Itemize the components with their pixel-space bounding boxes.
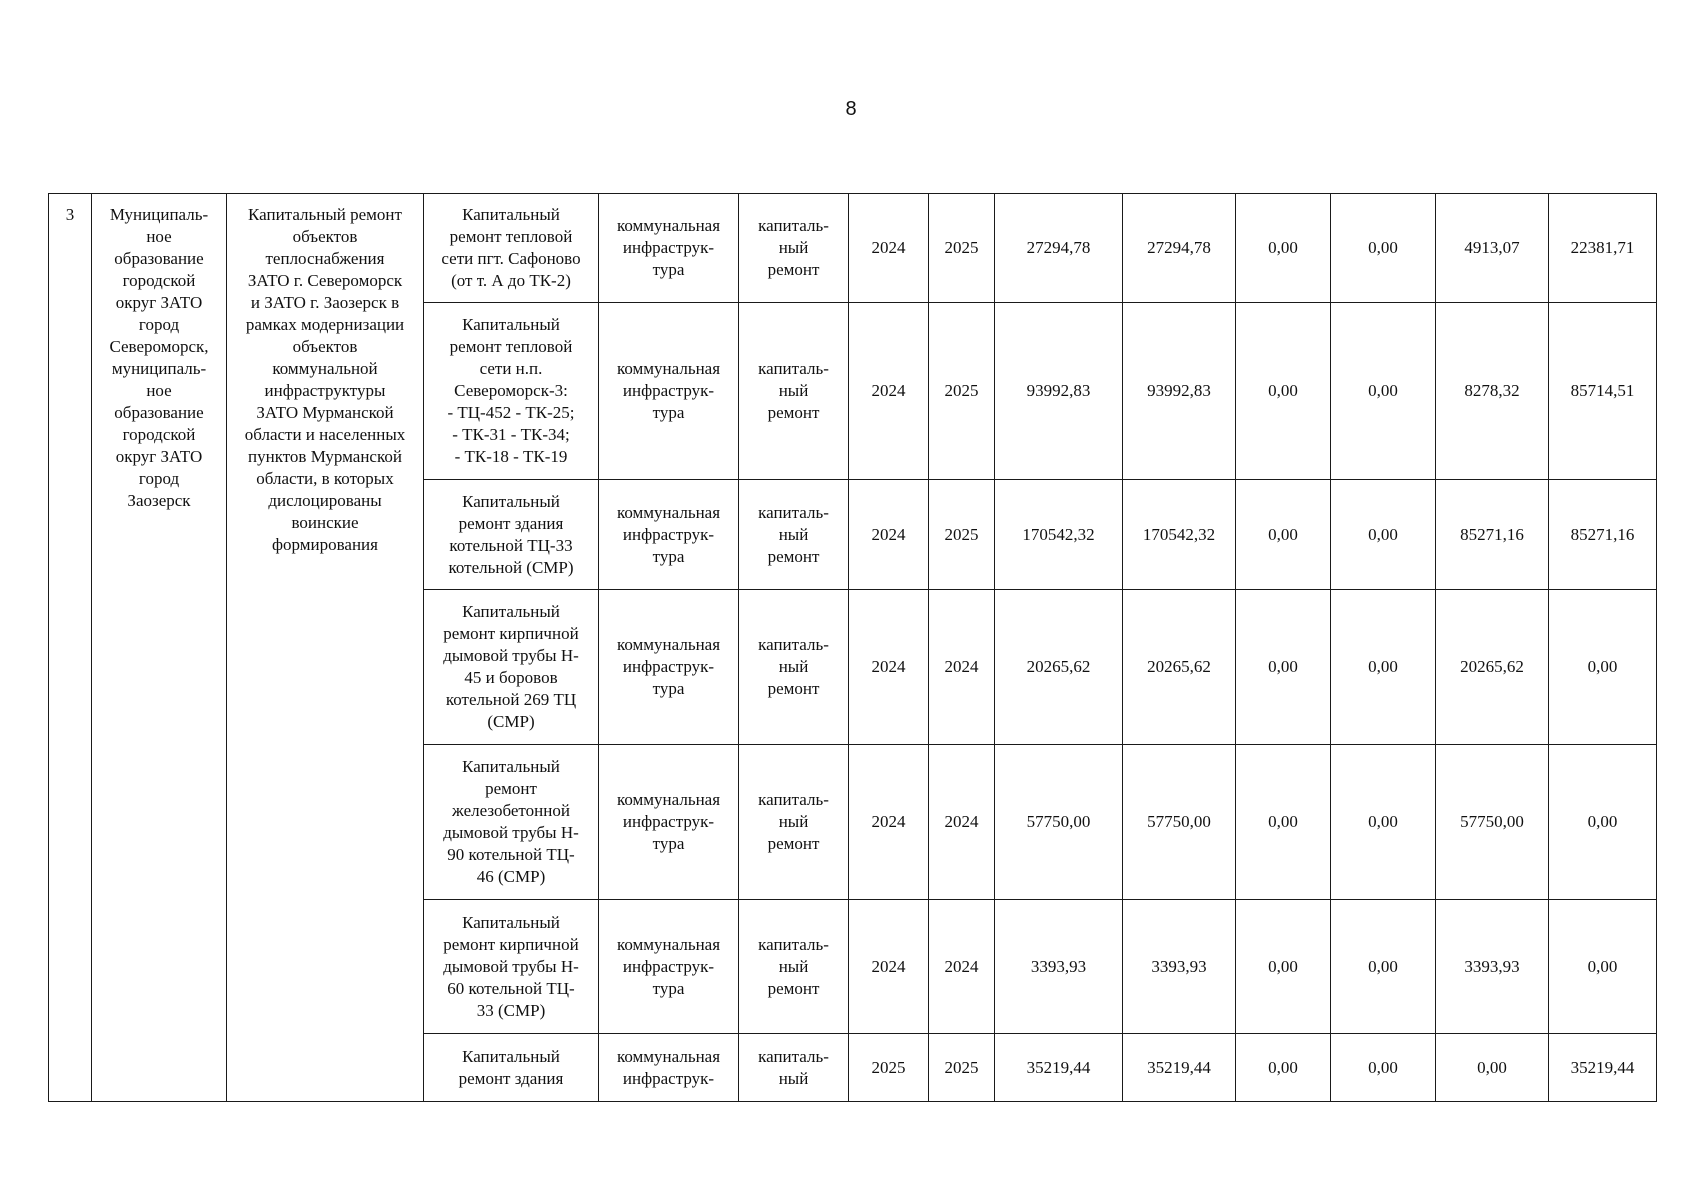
total-2-cell: 20265,62 xyxy=(1123,590,1236,745)
end-year-cell: 2025 xyxy=(929,1034,995,1102)
value-2-cell: 0,00 xyxy=(1331,480,1436,590)
end-year-cell: 2025 xyxy=(929,303,995,480)
work-type-cell: капиталь- ный ремонт xyxy=(739,590,849,745)
value-2-cell: 0,00 xyxy=(1331,1034,1436,1102)
value-2-cell: 0,00 xyxy=(1331,194,1436,303)
start-year-cell: 2024 xyxy=(849,480,929,590)
object-cell: Капитальный ремонт здания котельной ТЦ-33 котельной (СМР) xyxy=(424,480,599,590)
row-index-cell: 3 xyxy=(49,194,92,1102)
total-2-cell: 35219,44 xyxy=(1123,1034,1236,1102)
total-cell: 20265,62 xyxy=(995,590,1123,745)
sphere-cell: коммунальная инфраструк- тура xyxy=(599,590,739,745)
value-3-cell: 20265,62 xyxy=(1436,590,1549,745)
value-1-cell: 0,00 xyxy=(1236,1034,1331,1102)
total-cell: 35219,44 xyxy=(995,1034,1123,1102)
total-cell: 3393,93 xyxy=(995,900,1123,1034)
sphere-cell: коммунальная инфраструк- тура xyxy=(599,480,739,590)
sphere-cell: коммунальная инфраструк- тура xyxy=(599,900,739,1034)
object-cell: Капитальный ремонт тепловой сети н.п. Североморск-3: - ТЦ-452 - ТК-25; - ТК-31 - ТК-34; - ТК-18 - ТК-19 xyxy=(424,303,599,480)
object-cell: Капитальный ремонт кирпичной дымовой трубы Н- 60 котельной ТЦ- 33 (СМР) xyxy=(424,900,599,1034)
value-1-cell: 0,00 xyxy=(1236,745,1331,900)
start-year-cell: 2025 xyxy=(849,1034,929,1102)
end-year-cell: 2025 xyxy=(929,480,995,590)
total-2-cell: 57750,00 xyxy=(1123,745,1236,900)
value-2-cell: 0,00 xyxy=(1331,900,1436,1034)
start-year-cell: 2024 xyxy=(849,590,929,745)
work-type-cell: капиталь- ный xyxy=(739,1034,849,1102)
sphere-cell: коммунальная инфраструк- тура xyxy=(599,194,739,303)
value-4-cell: 0,00 xyxy=(1549,590,1657,745)
value-3-cell: 4913,07 xyxy=(1436,194,1549,303)
value-3-cell: 57750,00 xyxy=(1436,745,1549,900)
value-4-cell: 0,00 xyxy=(1549,745,1657,900)
value-3-cell: 3393,93 xyxy=(1436,900,1549,1034)
value-3-cell: 85271,16 xyxy=(1436,480,1549,590)
program-table xyxy=(48,193,1657,1102)
sphere-cell: коммунальная инфраструк- xyxy=(599,1034,739,1102)
start-year-cell: 2024 xyxy=(849,303,929,480)
total-cell: 27294,78 xyxy=(995,194,1123,303)
total-2-cell: 170542,32 xyxy=(1123,480,1236,590)
total-2-cell: 27294,78 xyxy=(1123,194,1236,303)
page-number: 8 xyxy=(845,98,857,120)
value-4-cell: 0,00 xyxy=(1549,900,1657,1034)
work-type-cell: капиталь- ный ремонт xyxy=(739,303,849,480)
object-cell: Капитальный ремонт тепловой сети пгт. Сафоново (от т. А до ТК-2) xyxy=(424,194,599,303)
table-row xyxy=(49,194,1657,303)
end-year-cell: 2024 xyxy=(929,900,995,1034)
work-type-cell: капиталь- ный ремонт xyxy=(739,900,849,1034)
value-4-cell: 22381,71 xyxy=(1549,194,1657,303)
total-2-cell: 93992,83 xyxy=(1123,303,1236,480)
value-2-cell: 0,00 xyxy=(1331,590,1436,745)
value-4-cell: 35219,44 xyxy=(1549,1034,1657,1102)
total-2-cell: 3393,93 xyxy=(1123,900,1236,1034)
value-4-cell: 85271,16 xyxy=(1549,480,1657,590)
value-1-cell: 0,00 xyxy=(1236,480,1331,590)
value-2-cell: 0,00 xyxy=(1331,745,1436,900)
program-cell: Капитальный ремонт объектов теплоснабжения ЗАТО г. Североморск и ЗАТО г. Заозерск в рамках модернизации объектов коммунальной инфраструктуры ЗАТО Мурманской области и населенных пунктов Мурманской области, в которых дислоцированы воинские формирования xyxy=(227,194,424,1102)
end-year-cell: 2025 xyxy=(929,194,995,303)
object-cell: Капитальный ремонт железобетонной дымовой трубы Н- 90 котельной ТЦ- 46 (СМР) xyxy=(424,745,599,900)
start-year-cell: 2024 xyxy=(849,745,929,900)
value-4-cell: 85714,51 xyxy=(1549,303,1657,480)
value-3-cell: 0,00 xyxy=(1436,1034,1549,1102)
sphere-cell: коммунальная инфраструк- тура xyxy=(599,303,739,480)
end-year-cell: 2024 xyxy=(929,590,995,745)
total-cell: 170542,32 xyxy=(995,480,1123,590)
end-year-cell: 2024 xyxy=(929,745,995,900)
work-type-cell: капиталь- ный ремонт xyxy=(739,745,849,900)
start-year-cell: 2024 xyxy=(849,900,929,1034)
value-2-cell: 0,00 xyxy=(1331,303,1436,480)
value-1-cell: 0,00 xyxy=(1236,900,1331,1034)
object-cell: Капитальный ремонт кирпичной дымовой трубы Н- 45 и боровов котельной 269 ТЦ (СМР) xyxy=(424,590,599,745)
object-cell: Капитальный ремонт здания xyxy=(424,1034,599,1102)
work-type-cell: капиталь- ный ремонт xyxy=(739,194,849,303)
table-body xyxy=(49,194,1657,1102)
value-1-cell: 0,00 xyxy=(1236,303,1331,480)
work-type-cell: капиталь- ный ремонт xyxy=(739,480,849,590)
total-cell: 57750,00 xyxy=(995,745,1123,900)
start-year-cell: 2024 xyxy=(849,194,929,303)
value-1-cell: 0,00 xyxy=(1236,194,1331,303)
value-1-cell: 0,00 xyxy=(1236,590,1331,745)
municipality-cell: Муниципаль- ное образование городской округ ЗАТО город Североморск, муниципаль- ное образование городской округ ЗАТО город Заозерск xyxy=(92,194,227,1102)
total-cell: 93992,83 xyxy=(995,303,1123,480)
sphere-cell: коммунальная инфраструк- тура xyxy=(599,745,739,900)
value-3-cell: 8278,32 xyxy=(1436,303,1549,480)
